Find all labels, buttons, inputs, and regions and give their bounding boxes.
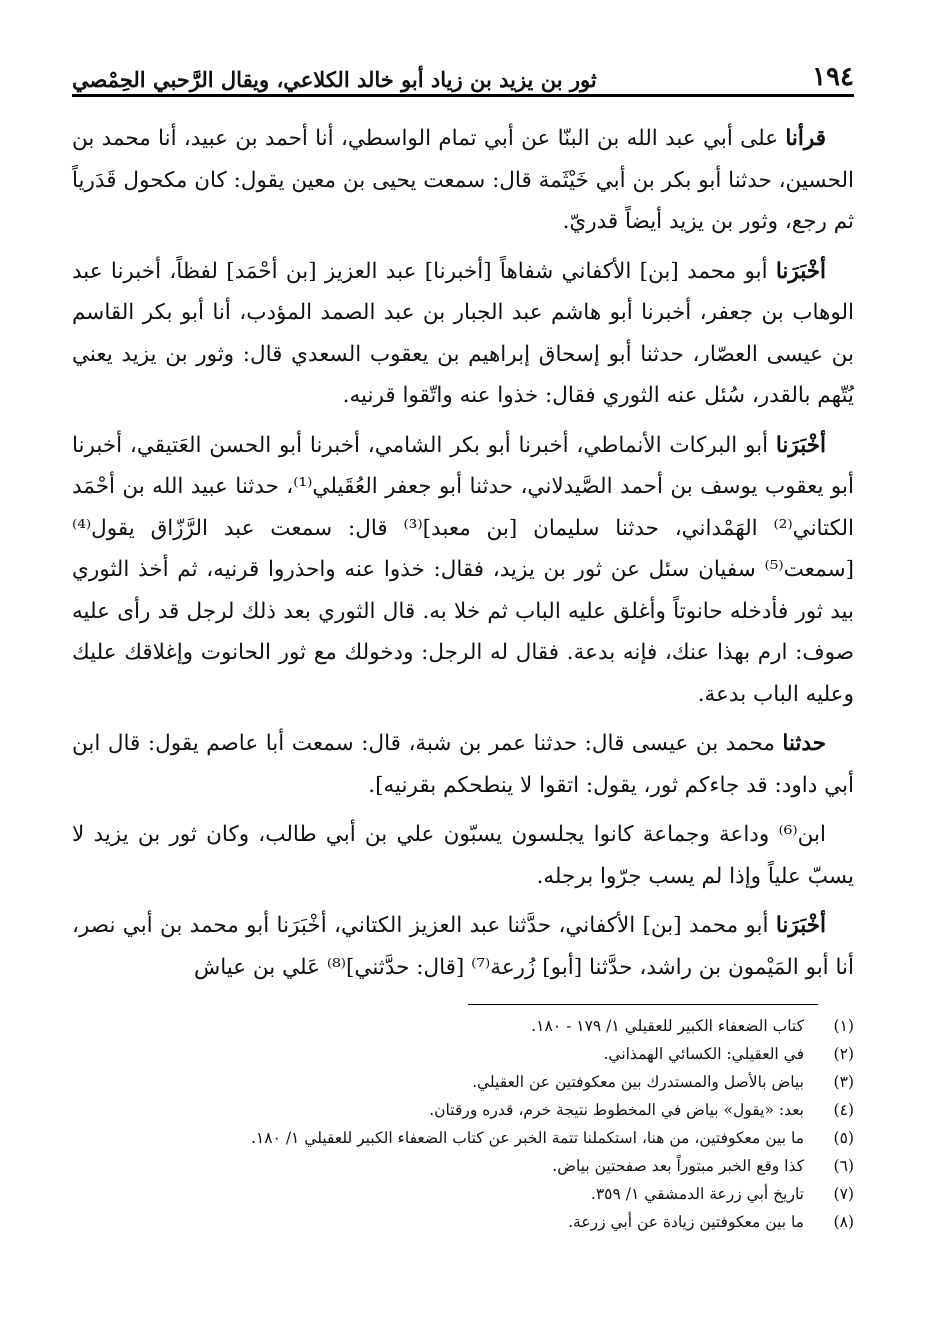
footnote: [72, 1068, 854, 1096]
paragraph-text: على أبي عبد الله بن البنّا عن أبي تمام الواسطي، أنا أحمد بن عبيد، أنا محمد بن الحسين، حدثنا أبو بكر بن أبي خَيْثَمة قال: سمعت يحيى بن معين يقول: كان مكحول قَدَرياً ثم رجع، وثور بن يزيد أيضاً قدريّ.: [72, 126, 854, 234]
paragraph: [72, 905, 854, 988]
footnote: [72, 1012, 854, 1040]
paragraph: [72, 425, 854, 716]
footnote: [72, 1096, 854, 1124]
paragraph-text: أبو محمد [بن] الأكفاني، حدَّثنا عبد العزيز الكتاني، أخْبَرَنا أبو محمد بن أبي نصر، أنا أبو المَيْمون بن راشد، حدَّثنا [أبو] زُرعة⁽⁷⁾ [قال: حدَّثني]⁽⁸⁾ عَلي بن عياش: [72, 913, 854, 980]
footnote-text: في العقيلي: الكسائي الهمذاني.: [603, 1045, 804, 1063]
footnote-text: كذا وقع الخبر مبتوراً بعد صفحتين بياض.: [552, 1157, 804, 1175]
footnote-text: تاريخ أبي زرعة الدمشقي ١/ ٣٥٩.: [590, 1185, 804, 1203]
paragraph-lead: أخْبَرَنا: [775, 432, 826, 458]
footnote-number: (٧): [833, 1185, 854, 1203]
paragraph-lead: أخْبَرَنا: [775, 258, 826, 284]
footnote: [72, 1124, 854, 1152]
paragraph-text: ابن⁽⁶⁾ وداعة وجماعة كانوا يجلسون يسبّون علي بن أبي طالب، وكان ثور بن يزيد لا يسبّ علياً وإذا لم يسب جرّوا برجله.: [72, 822, 854, 889]
footnote: [72, 1180, 854, 1208]
paragraph-text: أبو محمد [بن] الأكفاني شفاهاً [أخبرنا] عبد العزيز [بن أحْمَد] لفظاً، أخبرنا عبد الوهاب بن جعفر، أخبرنا أبو هاشم عبد الجبار بن عبد الصمد المؤدب، أنا أبو بكر القاسم بن عيسى العصّار، حدثنا أبو إسحاق إبراهيم بن يعقوب السعدي قال: وثور بن يزيد يعني يُتّهم بالقدر، سُئل عنه الثوري فقال: خذوا عنه واتّقوا قرنيه.: [72, 258, 854, 408]
footnote: [72, 1040, 854, 1068]
footnote-rule: [468, 1004, 818, 1005]
paragraph: [72, 118, 854, 243]
paragraph: [72, 814, 854, 897]
footnote-number: (٨): [833, 1213, 854, 1231]
running-header: [72, 52, 854, 92]
paragraph-lead: قرأنا: [785, 126, 826, 151]
paragraph-lead: أخْبَرَنا: [775, 913, 826, 938]
paragraph: [72, 723, 854, 806]
footnote-number: (٢): [833, 1045, 854, 1063]
paragraph-text: أبو البركات الأنماطي، أخبرنا أبو بكر الشامي، أخبرنا أبو الحسن العَتيقي، أخبرنا أبو يعقوب يوسف بن أحمد الصَّيدلاني، حدثنا أبو جعفر العُقَيلي⁽¹⁾، حدثنا عبيد الله بن أحْمَد الكتاني⁽²⁾ الهَمْداني، حدثنا سليمان [بن معبد]⁽³⁾ قال: سمعت عبد الرَّزّاق يقول⁽⁴⁾ [سمعت⁽⁵⁾ سفيان سئل عن ثور بن يزيد، فقال: خذوا عنه واحذروا قرنيه، ثم أخذ الثوري بيد ثور فأدخله حانوتاً وأغلق عليه الباب ثم خلا به. قال الثوري بعد ذلك لرجل قد رأى عليه صوف: ارم بهذا عنك، فإنه بدعة. فقال له الرجل: ودخولك مع ثور الحانوت وإغلاقك عليك وعليه الباب بدعة.: [72, 432, 855, 707]
footnote-number: (٣): [833, 1073, 854, 1091]
footnote-text: كتاب الضعفاء الكبير للعقيلي ١/ ١٧٩ - ١٨٠.: [531, 1017, 804, 1035]
footnote: [72, 1208, 854, 1236]
footnote: [72, 1152, 854, 1180]
footnote-number: (٥): [833, 1129, 854, 1147]
footnote-text: ما بين معكوفتين زيادة عن أبي زرعة.: [568, 1213, 804, 1231]
footnote-number: (٦): [833, 1157, 854, 1175]
footnote-text: ما بين معكوفتين، من هنا، استكملنا تتمة الخبر عن كتاب الضعفاء الكبير للعقيلي ١/ ١٨٠.: [250, 1129, 804, 1147]
paragraph-text: محمد بن عيسى قال: حدثنا عمر بن شبة، قال: سمعت أبا عاصم يقول: قال ابن أبي داود: قد جاءكم ثور، يقول: اتقوا لا ينطحكم بقرنيه].: [72, 731, 854, 798]
footnote-text: بعد: «يقول» بياض في المخطوط نتيجة خرم، قدره ورقتان.: [429, 1101, 804, 1119]
main-text: [72, 118, 854, 996]
page-number: ١٩٤: [812, 62, 854, 92]
footnote-number: (١): [833, 1017, 854, 1035]
paragraph: [72, 251, 854, 417]
footnote-number: (٤): [833, 1101, 854, 1119]
footnotes: [72, 1012, 854, 1236]
running-title: ثور بن يزيد بن زياد أبو خالد الكلاعي، ويقال الرَّحبي الحِمْصي: [72, 67, 597, 92]
footnote-text: بياض بالأصل والمستدرك بين معكوفتين عن العقيلي.: [472, 1073, 804, 1091]
header-rule: [72, 94, 854, 97]
paragraph-lead: حدثنا: [782, 731, 826, 756]
